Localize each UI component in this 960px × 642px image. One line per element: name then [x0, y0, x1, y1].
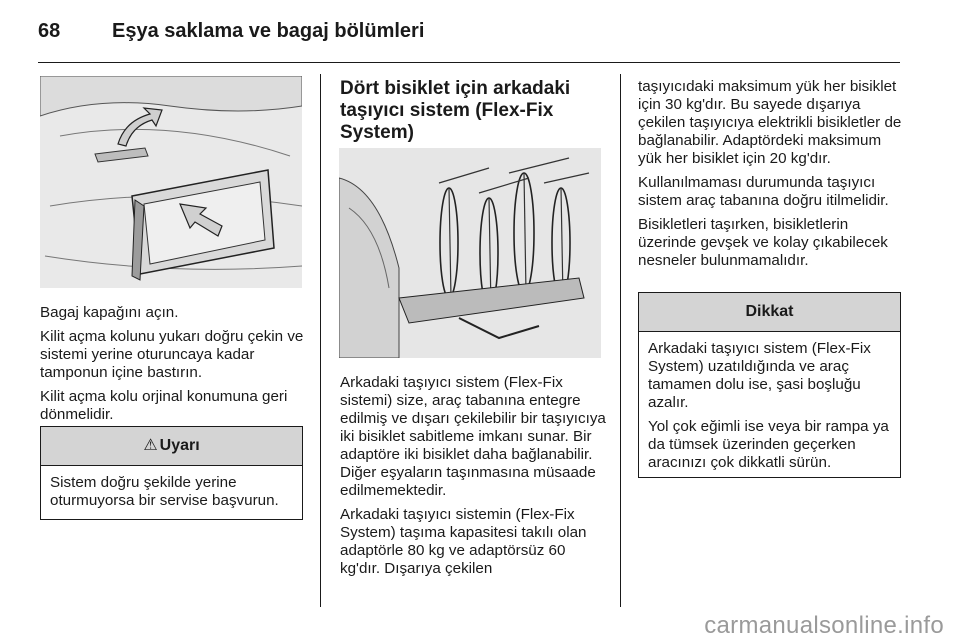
loose-items-note: Bisikletleri taşırken, bisikletlerin üzerinde gevşek ve kolay çıkabilecek nesneler bulunmamalıdır. — [638, 216, 888, 269]
carrier-max-load: taşıyıcıdaki maksimum yük her bisiklet için 30 kg'dır. Bu sayede dışarıya çekilen taşıyıcıya elektrikli bisikletler de bağlanabilir. Adaptördeki maksimum yük her bisiklet için 20 kg'dır. — [638, 78, 902, 167]
page-number: 68 — [38, 20, 61, 42]
section-heading: Dört bisiklet için arkadaki taşıyıcı sistem (Flex-Fix System) — [340, 78, 571, 143]
column-divider-1 — [320, 74, 321, 607]
carrier-capacity: Arkadaki taşıyıcı sistemin (Flex-Fix System) taşıma kapasitesi takılı olan adaptörle 80 kg ve adaptörsüz 60 kg'dır. Dışarıya çekilen — [340, 506, 587, 577]
bumper-carrier-illustration — [40, 76, 302, 288]
caution-text-driving: Yol çok eğimli ise veya bir rampa ya da tümsek üzerinden geçerken aracınızı çok dikkatli sürün. — [648, 418, 889, 471]
header-rule — [38, 62, 900, 63]
warning-box — [40, 426, 303, 520]
column-2-heading-wrap — [340, 78, 580, 154]
instruction-open-trunk: Bagaj kapağını açın. — [40, 304, 179, 321]
warning-body — [41, 466, 302, 522]
caution-header — [639, 293, 900, 332]
bumper-carrier-drawing — [40, 76, 302, 288]
column-2 — [340, 374, 606, 584]
column-3 — [638, 78, 902, 276]
bicycle-carrier-drawing — [339, 148, 601, 358]
caution-box — [638, 292, 901, 478]
carrier-description: Arkadaki taşıyıcı sistem (Flex-Fix sistemi) size, araç tabanına entegre edilmiş ve dışarı çekilebilir bir taşıyıcıya iki bisiklet sabitleme imkanı sunar. Bir adaptöre iki bisiklet daha bağlanabilir. Diğer eşyaların taşınmasına müsaade edilmemektedir. — [340, 374, 606, 499]
warning-text: Sistem doğru şekilde yerine oturmuyorsa bir servise başvurun. — [50, 474, 279, 509]
instruction-lever-return: Kilit açma kolu orjinal konumuna geri dönmelidir. — [40, 388, 288, 423]
bicycle-carrier-illustration — [339, 148, 601, 358]
warning-title: Uyarı — [159, 437, 200, 454]
column-divider-2 — [620, 74, 621, 607]
column-1 — [40, 304, 306, 430]
warning-triangle-icon: ⚠ — [143, 437, 158, 454]
caution-body — [639, 332, 900, 484]
page-title: Eşya saklama ve bagaj bölümleri — [112, 20, 425, 42]
watermark: carmanualsonline.info — [704, 612, 944, 639]
caution-title: Dikkat — [745, 303, 794, 320]
warning-header — [41, 427, 302, 466]
instruction-pull-lever: Kilit açma kolunu yukarı doğru çekin ve sistemi yerine oturuncaya kadar tamponun içine bastırın. — [40, 328, 304, 381]
caution-text-clearance: Arkadaki taşıyıcı sistem (Flex-Fix System) uzatıldığında ve araç tamamen dolu ise, şasi boşluğu azalır. — [648, 340, 871, 411]
carrier-stow-note: Kullanılmaması durumunda taşıyıcı sistem araç tabanına doğru itilmelidir. — [638, 174, 889, 209]
